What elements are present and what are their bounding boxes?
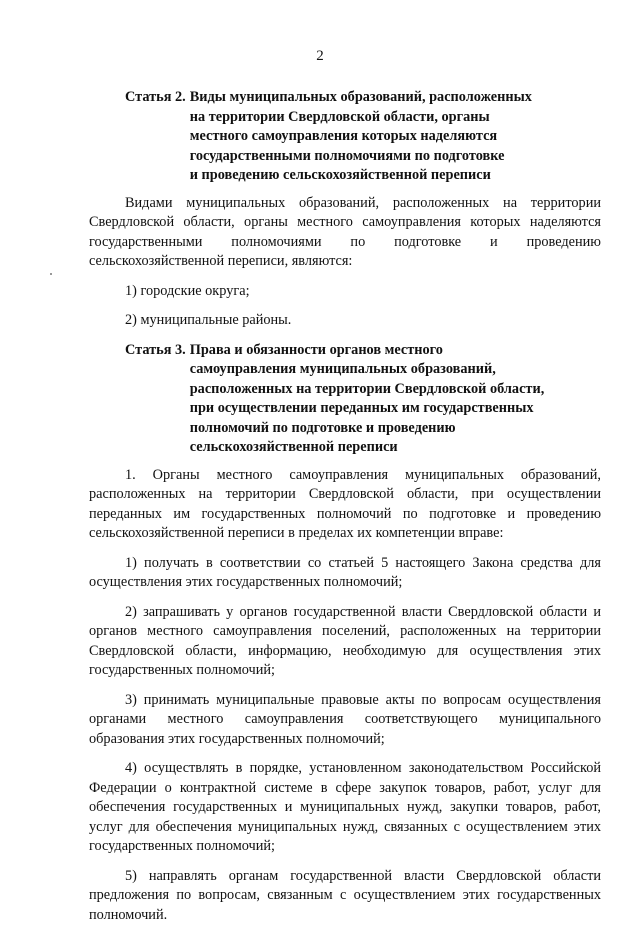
article-3-heading [89, 341, 601, 458]
article-3-title-line: самоуправления муниципальных образований, [190, 360, 601, 380]
article-2-item-2: 2) муниципальные районы. [89, 311, 601, 331]
article-3-title-line: сельскохозяйственной переписи [190, 438, 601, 458]
article-3-subitem-2: 2) запрашивать у органов государственной власти Свердловской области и органов местного самоуправления поселений, расположенных на территории Свердловской области, информацию, необходимую для осуществления этих государственных полномочий; [89, 603, 601, 681]
article-3-subitem-1: 1) получать в соответствии со статьей 5 настоящего Закона средства для осуществления этих государственных полномочий; [89, 554, 601, 593]
article-2-intro: Видами муниципальных образований, расположенных на территории Свердловской области, органы местного самоуправления которых наделяются государственными полномочиями по подготовке и проведению сельскохозяйственной переписи, являются: [89, 194, 601, 272]
document-body [89, 88, 601, 925]
article-3-label: Статья 3. [125, 341, 190, 458]
article-2-item-1: 1) городские округа; [89, 282, 601, 302]
article-3-subitem-5: 5) направлять органам государственной власти Свердловской области предложения по вопросам, связанным с осуществлением этих государственных полномочий. [89, 867, 601, 925]
article-2-title-line: на территории Свердловской области, органы [190, 108, 601, 128]
article-2-title [190, 88, 601, 186]
article-3-subitem-4: 4) осуществлять в порядке, установленном законодательством Российской Федерации о контрактной системе в сфере закупок товаров, работ, услуг для обеспечения государственных и муниципальных нужд, закупки товаров, работ, услуг для обеспечения муниципальных нужд, связанных с осуществлением этих государственных полномочий; [89, 759, 601, 857]
article-2-heading [89, 88, 601, 186]
article-3-title-line: полномочий по подготовке и проведению [190, 419, 601, 439]
article-2-title-line: Виды муниципальных образований, расположенных [190, 88, 601, 108]
article-3-title-line: при осуществлении переданных им государственных [190, 399, 601, 419]
article-3-subitem-3: 3) принимать муниципальные правовые акты по вопросам осуществления органами местного самоуправления соответствующего муниципального образования этих государственных полномочий; [89, 691, 601, 750]
article-3-title-line: Права и обязанности органов местного [190, 341, 601, 361]
article-2-title-line: и проведению сельскохозяйственной переписи [190, 166, 601, 186]
article-3-title-line: расположенных на территории Свердловской области, [190, 380, 601, 400]
article-2-title-line: государственными полномочиями по подготовке [190, 147, 601, 167]
article-2-label: Статья 2. [125, 88, 190, 186]
article-3-title [190, 341, 601, 458]
margin-mark [50, 273, 52, 275]
page-number: 2 [0, 48, 640, 65]
article-3-point-1: 1. Органы местного самоуправления муниципальных образований, расположенных на территории Свердловской области, при осуществлении переданных им государственных полномочий по подготовке и проведению сельскохозяйственной переписи в пределах их компетенции вправе: [89, 466, 601, 544]
article-2-title-line: местного самоуправления которых наделяются [190, 127, 601, 147]
